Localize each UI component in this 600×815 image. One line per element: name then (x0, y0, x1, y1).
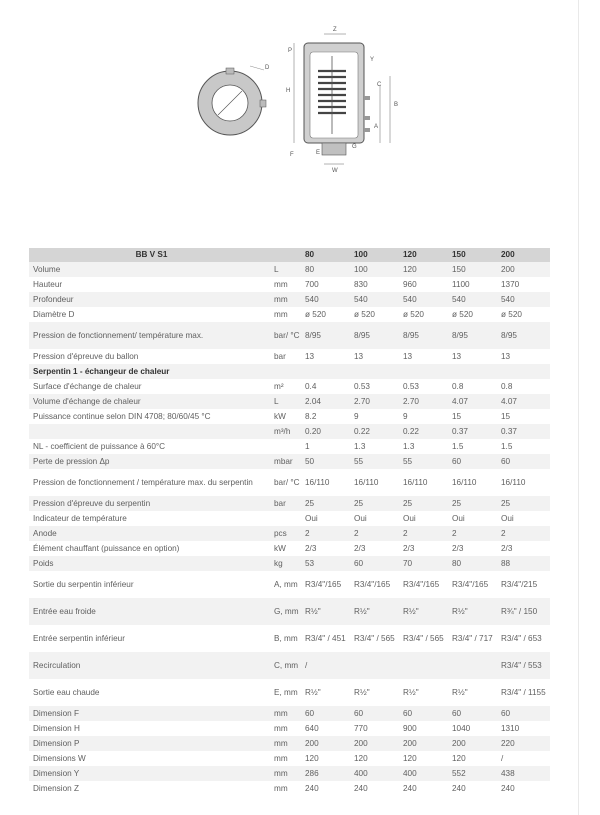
cell-v80: R½" (301, 679, 350, 706)
cell-v120: 120 (399, 751, 448, 766)
cell-v100: 1.3 (350, 439, 399, 454)
diagram-label-w: W (332, 168, 338, 174)
cell-label: Hauteur (29, 277, 270, 292)
cell-v80: 200 (301, 736, 350, 751)
table-row (29, 394, 550, 409)
cell-v120: 0.53 (399, 379, 448, 394)
cell-v80: 1 (301, 439, 350, 454)
cell-label: Diamètre D (29, 307, 270, 322)
cell-v100: 200 (350, 736, 399, 751)
cell-unit: mbar (270, 454, 301, 469)
cell-v80: R3/4" / 451 (301, 625, 350, 652)
cell-label: NL - coefficient de puissance à 60°C (29, 439, 270, 454)
cell-v200: R3/4" / 653 (497, 625, 550, 652)
cell-v80: 0.4 (301, 379, 350, 394)
cell-v80: ø 520 (301, 307, 350, 322)
cell-v80: 240 (301, 781, 350, 796)
cell-v100: 60 (350, 556, 399, 571)
diagram-label-h: H (286, 88, 291, 94)
cell-v200: 13 (497, 349, 550, 364)
cell-label: Dimension F (29, 706, 270, 721)
diagram-label-e: E (316, 150, 321, 156)
cell-unit: C, mm (270, 652, 301, 679)
cell-v150: 1.5 (448, 439, 497, 454)
cell-label: Indicateur de température (29, 511, 270, 526)
cell-v100: 120 (350, 751, 399, 766)
table-header-row (29, 248, 550, 262)
cell-unit: mm (270, 751, 301, 766)
cell-v120: R3/4" / 565 (399, 625, 448, 652)
cell-unit (270, 439, 301, 454)
cell-v200: 16/110 (497, 469, 550, 496)
cell-v150: 13 (448, 349, 497, 364)
cell-unit: m³/h (270, 424, 301, 439)
table-row (29, 292, 550, 307)
cell-v200: Oui (497, 511, 550, 526)
cell-v200 (497, 364, 550, 379)
cell-v100: 0.53 (350, 379, 399, 394)
table-row (29, 556, 550, 571)
cell-label: Perte de pression Δp (29, 454, 270, 469)
cell-v120: 60 (399, 706, 448, 721)
cell-v120: 2 (399, 526, 448, 541)
cell-v120: 0.22 (399, 424, 448, 439)
cell-v120: 200 (399, 736, 448, 751)
cell-v80: 540 (301, 292, 350, 307)
cell-v80: 120 (301, 751, 350, 766)
cell-label: Recirculation (29, 652, 270, 679)
cell-label: Sortie eau chaude (29, 679, 270, 706)
table-row (29, 706, 550, 721)
table-row (29, 409, 550, 424)
cell-v80: 8/95 (301, 322, 350, 349)
diagram-label-f: F (290, 152, 294, 158)
cell-unit: G, mm (270, 598, 301, 625)
cell-unit: kW (270, 409, 301, 424)
cell-unit: bar/ °C (270, 469, 301, 496)
cell-label: Surface d'échange de chaleur (29, 379, 270, 394)
cell-v200: 540 (497, 292, 550, 307)
cell-v150: 0.8 (448, 379, 497, 394)
cell-unit: pcs (270, 526, 301, 541)
cell-v80 (301, 364, 350, 379)
cell-v100 (350, 364, 399, 379)
cell-unit: bar (270, 349, 301, 364)
cell-unit: kW (270, 541, 301, 556)
table-row (29, 349, 550, 364)
table-row (29, 571, 550, 598)
boiler-diagram (190, 16, 420, 176)
cell-v100: 2/3 (350, 541, 399, 556)
cell-v120 (399, 652, 448, 679)
cell-label: Volume (29, 262, 270, 277)
cell-v80: 8.2 (301, 409, 350, 424)
cell-v120: R3/4"/165 (399, 571, 448, 598)
cell-v150: 15 (448, 409, 497, 424)
table-body (29, 262, 550, 796)
cell-label: Pression d'épreuve du ballon (29, 349, 270, 364)
cell-v80: 0.20 (301, 424, 350, 439)
cell-v100: R½" (350, 598, 399, 625)
cell-v100: 100 (350, 262, 399, 277)
cell-v200: 1310 (497, 721, 550, 736)
cell-v100: 830 (350, 277, 399, 292)
cell-v120: 16/110 (399, 469, 448, 496)
cell-v120: 55 (399, 454, 448, 469)
boiler-top-view (198, 66, 266, 135)
cell-unit: m² (270, 379, 301, 394)
cell-v150: 150 (448, 262, 497, 277)
cell-v200: 2/3 (497, 541, 550, 556)
cell-v120: 540 (399, 292, 448, 307)
cell-v200: 2 (497, 526, 550, 541)
cell-v200: ø 520 (497, 307, 550, 322)
cell-v80: / (301, 652, 350, 679)
cell-v100: Oui (350, 511, 399, 526)
cell-v150: 2/3 (448, 541, 497, 556)
table-row (29, 736, 550, 751)
table-row (29, 511, 550, 526)
cell-v150: 0.37 (448, 424, 497, 439)
cell-v100: R3/4"/165 (350, 571, 399, 598)
cell-v120: 120 (399, 262, 448, 277)
specification-table (29, 248, 550, 796)
table-row (29, 454, 550, 469)
cell-v100: R3/4" / 565 (350, 625, 399, 652)
table-row (29, 322, 550, 349)
cell-v120: 400 (399, 766, 448, 781)
table-row (29, 598, 550, 625)
cell-label: Dimension Z (29, 781, 270, 796)
cell-v120: 240 (399, 781, 448, 796)
cell-v100: 13 (350, 349, 399, 364)
table-row (29, 364, 550, 379)
cell-v100: 2.70 (350, 394, 399, 409)
cell-unit: B, mm (270, 625, 301, 652)
cell-v120: 2/3 (399, 541, 448, 556)
cell-v200: 220 (497, 736, 550, 751)
cell-v200: R3/4"/215 (497, 571, 550, 598)
cell-v150: 540 (448, 292, 497, 307)
cell-v120: 9 (399, 409, 448, 424)
cell-v80: 286 (301, 766, 350, 781)
cell-v100: 25 (350, 496, 399, 511)
table-row (29, 262, 550, 277)
cell-v150: 120 (448, 751, 497, 766)
cell-v80: 53 (301, 556, 350, 571)
cell-v100: 55 (350, 454, 399, 469)
cell-v100: 8/95 (350, 322, 399, 349)
cell-v100: 60 (350, 706, 399, 721)
cell-v150 (448, 364, 497, 379)
cell-unit: kg (270, 556, 301, 571)
cell-label: Sortie du serpentin inférieur (29, 571, 270, 598)
cell-v150: Oui (448, 511, 497, 526)
cell-unit (270, 364, 301, 379)
cell-v100: 240 (350, 781, 399, 796)
cell-unit: A, mm (270, 571, 301, 598)
cell-v150: R3/4"/165 (448, 571, 497, 598)
header-100: 100 (350, 248, 399, 262)
cell-v80: 25 (301, 496, 350, 511)
cell-label: Entrée eau froide (29, 598, 270, 625)
cell-v120: 70 (399, 556, 448, 571)
cell-label: Pression d'épreuve du serpentin (29, 496, 270, 511)
table-row (29, 424, 550, 439)
cell-v150: 25 (448, 496, 497, 511)
header-unit (270, 248, 301, 262)
cell-v150: 80 (448, 556, 497, 571)
cell-label: Puissance continue selon DIN 4708; 80/60/45 °C (29, 409, 270, 424)
diagram-label-d: D (265, 65, 270, 71)
cell-v150: R½" (448, 598, 497, 625)
cell-v200: 438 (497, 766, 550, 781)
cell-v120: 8/95 (399, 322, 448, 349)
cell-label: Profondeur (29, 292, 270, 307)
table-row (29, 469, 550, 496)
cell-v200: 1370 (497, 277, 550, 292)
cell-unit: E, mm (270, 679, 301, 706)
cell-label: Dimensions W (29, 751, 270, 766)
cell-v120: R½" (399, 679, 448, 706)
cell-v120: 900 (399, 721, 448, 736)
cell-v150: 4.07 (448, 394, 497, 409)
cell-v100: 400 (350, 766, 399, 781)
diagram-label-c: C (377, 82, 382, 88)
cell-v100: 540 (350, 292, 399, 307)
cell-v150: 8/95 (448, 322, 497, 349)
cell-v120: 960 (399, 277, 448, 292)
cell-v150: 60 (448, 706, 497, 721)
cell-v120: 2.70 (399, 394, 448, 409)
cell-label: Dimension H (29, 721, 270, 736)
cell-v150: R½" (448, 679, 497, 706)
cell-label: Anode (29, 526, 270, 541)
cell-v120: 1.3 (399, 439, 448, 454)
cell-v200: 60 (497, 454, 550, 469)
header-model: BB V S1 (29, 248, 270, 262)
cell-unit: mm (270, 277, 301, 292)
cell-v120: 25 (399, 496, 448, 511)
cell-v80: 13 (301, 349, 350, 364)
cell-unit: mm (270, 292, 301, 307)
cell-v100: 770 (350, 721, 399, 736)
cell-unit: L (270, 394, 301, 409)
cell-v150: ø 520 (448, 307, 497, 322)
cell-v200: 15 (497, 409, 550, 424)
table-row (29, 496, 550, 511)
cell-v80: 50 (301, 454, 350, 469)
table-row (29, 652, 550, 679)
cell-v150: 2 (448, 526, 497, 541)
cell-v200: 0.8 (497, 379, 550, 394)
cell-v80: 80 (301, 262, 350, 277)
diagram-label-b: B (394, 102, 399, 108)
cell-v120: ø 520 (399, 307, 448, 322)
cell-unit: mm (270, 736, 301, 751)
cell-v120 (399, 364, 448, 379)
table-row (29, 379, 550, 394)
cell-v200: 200 (497, 262, 550, 277)
cell-v100: 0.22 (350, 424, 399, 439)
table-row (29, 439, 550, 454)
table-row (29, 721, 550, 736)
cell-v100: 16/110 (350, 469, 399, 496)
cell-v80: 700 (301, 277, 350, 292)
diagram-label-g: G (352, 144, 357, 150)
cell-v200: 4.07 (497, 394, 550, 409)
cell-unit: L (270, 262, 301, 277)
boiler-side-view (294, 34, 390, 164)
cell-v200: 0.37 (497, 424, 550, 439)
cell-v200: 240 (497, 781, 550, 796)
cell-v80: 16/110 (301, 469, 350, 496)
cell-v150: 1040 (448, 721, 497, 736)
cell-v200: R3/4" / 553 (497, 652, 550, 679)
cell-label: Volume d'échange de chaleur (29, 394, 270, 409)
cell-unit: mm (270, 307, 301, 322)
cell-v150: 60 (448, 454, 497, 469)
cell-unit: bar (270, 496, 301, 511)
diagram-label-y: Y (370, 57, 375, 63)
table-row (29, 766, 550, 781)
cell-unit: mm (270, 766, 301, 781)
cell-v200: 25 (497, 496, 550, 511)
cell-label: Dimension Y (29, 766, 270, 781)
cell-label: Pression de fonctionnement/ température max. (29, 322, 270, 349)
cell-v200: / (497, 751, 550, 766)
cell-label: Pression de fonctionnement / température max. du serpentin (29, 469, 270, 496)
table-row (29, 277, 550, 292)
cell-label (29, 424, 270, 439)
cell-unit: mm (270, 721, 301, 736)
cell-v100: ø 520 (350, 307, 399, 322)
cell-v80: R3/4"/165 (301, 571, 350, 598)
cell-v150 (448, 652, 497, 679)
cell-label: Serpentin 1 - échangeur de chaleur (29, 364, 270, 379)
cell-label: Dimension P (29, 736, 270, 751)
cell-v120: 13 (399, 349, 448, 364)
diagram-label-p: P (288, 48, 293, 54)
cell-v100 (350, 652, 399, 679)
cell-v100: 9 (350, 409, 399, 424)
cell-label: Poids (29, 556, 270, 571)
cell-v80: 60 (301, 706, 350, 721)
cell-v200: 8/95 (497, 322, 550, 349)
cell-v150: 16/110 (448, 469, 497, 496)
cell-v120: R½" (399, 598, 448, 625)
cell-v150: 552 (448, 766, 497, 781)
header-120: 120 (399, 248, 448, 262)
cell-v200: R¾" / 150 (497, 598, 550, 625)
cell-v200: 1.5 (497, 439, 550, 454)
diagram-label-a: A (374, 124, 379, 130)
table-row (29, 625, 550, 652)
diagram-label-z: Z (333, 27, 337, 33)
cell-unit: bar/ °C (270, 322, 301, 349)
header-80: 80 (301, 248, 350, 262)
table-row (29, 541, 550, 556)
cell-unit: mm (270, 781, 301, 796)
cell-label: Élément chauffant (puissance en option) (29, 541, 270, 556)
table-row (29, 751, 550, 766)
cell-v80: 2 (301, 526, 350, 541)
header-200: 200 (497, 248, 550, 262)
cell-v150: 200 (448, 736, 497, 751)
cell-v80: 2.04 (301, 394, 350, 409)
cell-v80: 640 (301, 721, 350, 736)
cell-unit (270, 511, 301, 526)
cell-v200: R3/4" / 1155 (497, 679, 550, 706)
table-row (29, 781, 550, 796)
cell-v100: 2 (350, 526, 399, 541)
cell-unit: mm (270, 706, 301, 721)
table-row (29, 307, 550, 322)
cell-v150: 1100 (448, 277, 497, 292)
table-row (29, 679, 550, 706)
cell-v200: 60 (497, 706, 550, 721)
cell-v80: Oui (301, 511, 350, 526)
cell-v120: Oui (399, 511, 448, 526)
cell-v200: 88 (497, 556, 550, 571)
header-150: 150 (448, 248, 497, 262)
cell-v150: 240 (448, 781, 497, 796)
cell-v150: R3/4" / 717 (448, 625, 497, 652)
cell-v100: R½" (350, 679, 399, 706)
cell-v80: 2/3 (301, 541, 350, 556)
table-row (29, 526, 550, 541)
cell-v80: R½" (301, 598, 350, 625)
cell-label: Entrée serpentin inférieur (29, 625, 270, 652)
